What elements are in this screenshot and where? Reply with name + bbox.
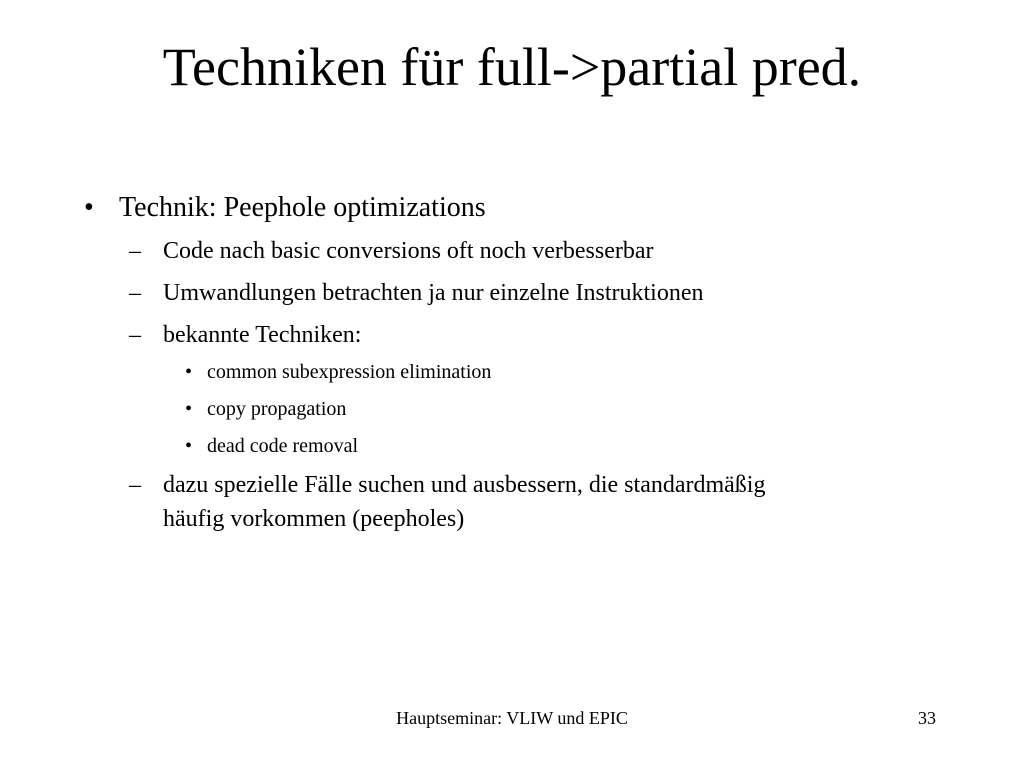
dash-marker: – xyxy=(129,472,141,498)
page-number: 33 xyxy=(918,708,936,728)
sub-bullet-text: Code nach basic conversions oft noch verbesserbar xyxy=(163,238,654,264)
bullet-text: Technik: Peephole optimizations xyxy=(119,192,486,223)
subsub-bullet-item xyxy=(185,391,347,428)
bullet-marker: • xyxy=(84,192,94,223)
sub-bullet-item xyxy=(129,318,362,352)
sub-bullet-continuation xyxy=(163,502,464,536)
subsub-bullet-text: dead code removal xyxy=(207,435,359,457)
sub-bullet-item xyxy=(129,234,654,268)
sub-bullet-text: Umwandlungen betrachten ja nur einzelne Instruktionen xyxy=(163,280,704,306)
sub-bullet-text: bekannte Techniken: xyxy=(163,322,362,348)
slide-title: Techniken für full->partial pred. xyxy=(162,37,862,97)
bullet-marker: • xyxy=(185,435,193,457)
bullet-item xyxy=(84,191,486,225)
sub-bullet-text-line1: dazu spezielle Fälle suchen und ausbessern, die standardmäßig xyxy=(163,472,766,498)
subsub-bullet-item xyxy=(185,354,492,391)
bullet-marker: • xyxy=(185,398,193,420)
bullet-marker: • xyxy=(185,361,193,383)
sub-bullet-text-line2: häufig vorkommen (peepholes) xyxy=(163,506,465,532)
dash-marker: – xyxy=(129,322,141,348)
subsub-bullet-item xyxy=(185,428,359,465)
sub-bullet-item xyxy=(129,276,704,310)
footer-text: Hauptseminar: VLIW und EPIC xyxy=(396,708,628,728)
subsub-bullet-text: copy propagation xyxy=(207,398,347,420)
sub-bullet-item xyxy=(129,468,766,502)
dash-marker: – xyxy=(129,238,141,264)
subsub-bullet-text: common subexpression elimination xyxy=(207,361,492,383)
dash-marker: – xyxy=(129,280,141,306)
